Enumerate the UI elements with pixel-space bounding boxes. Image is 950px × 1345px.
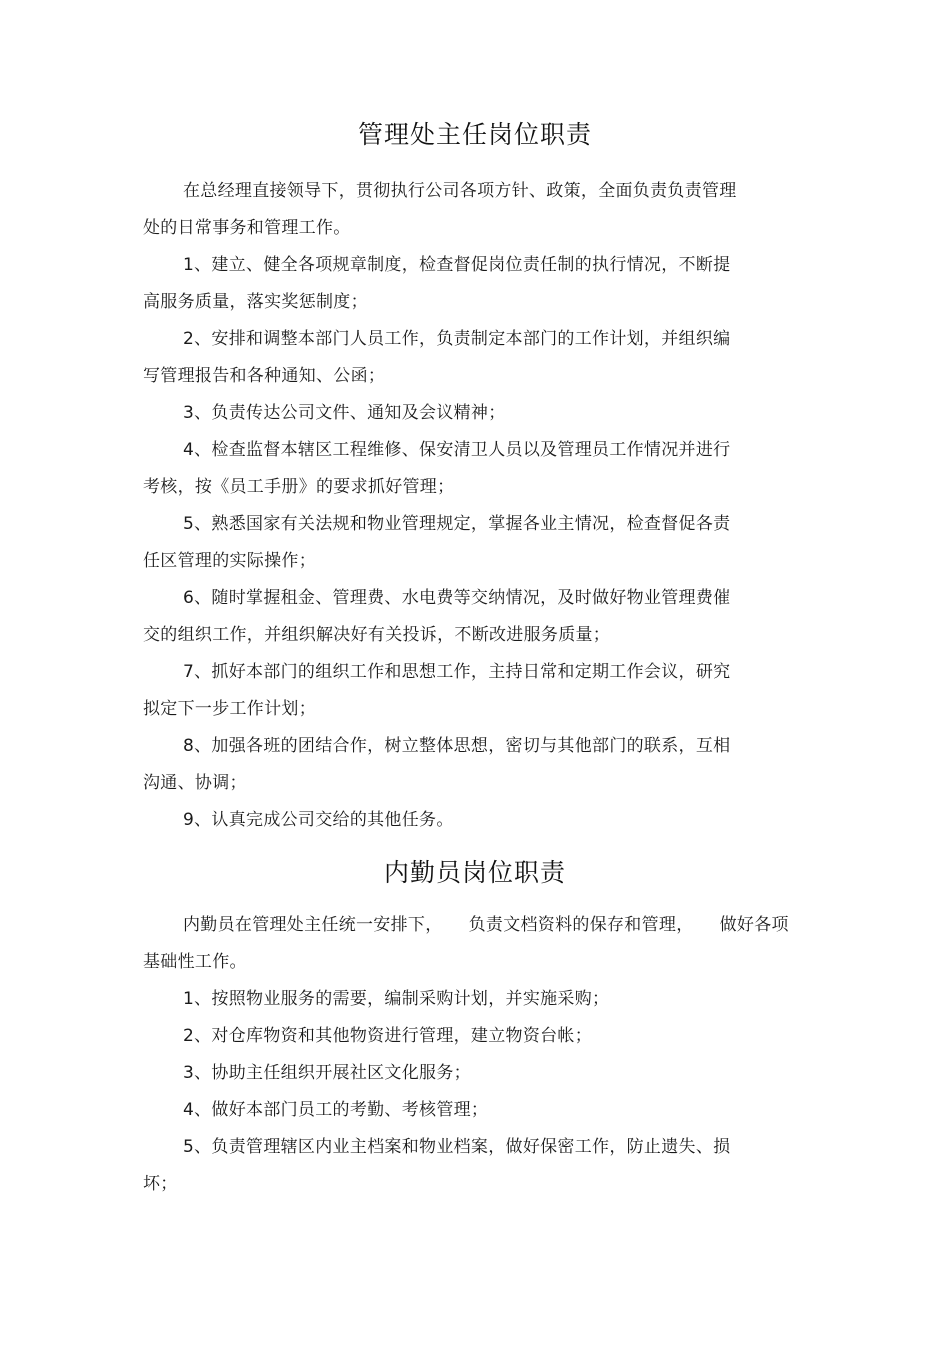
duty-item-5: 5、熟悉国家有关法规和物业管理规定，掌握各业主情况，检查督促各责任区管理的实际操作； — [143, 514, 731, 571]
duty-item-2: 2、安排和调整本部门人员工作，负责制定本部门的工作计划，并组织编写管理报告和各种通知、公函； — [143, 329, 731, 386]
duty-item-6: 6、随时掌握租金、管理费、水电费等交纳情况，及时做好物业管理费催交的组织工作，并组织解决好有关投诉，不断改进服务质量； — [143, 588, 731, 645]
section-title-director: 管理处主任岗位职责 — [357, 120, 592, 149]
duty-item-1: 1、按照物业服务的需要，编制采购计划，并实施采购； — [183, 989, 610, 1009]
duty-item-7: 7、抓好本部门的组织工作和思想工作，主持日常和定期工作会议，研究拟定下一步工作计划； — [143, 662, 731, 719]
duty-item-4: 4、做好本部门员工的考勤、考核管理； — [183, 1100, 489, 1120]
section-title-clerk: 内勤员岗位职责 — [383, 858, 566, 887]
section-director-duties — [143, 173, 803, 839]
duty-item-9: 9、认真完成公司交给的其他任务。 — [183, 810, 454, 830]
paragraph-intro: 内勤员在管理处主任统一安排下， 负责文档资料的保存和管理， 做好各项基础性工作。 — [143, 915, 789, 972]
duty-item-3: 3、负责传达公司文件、通知及会议精神； — [183, 403, 506, 423]
paragraph-intro: 在总经理直接领导下，贯彻执行公司各项方针、政策，全面负责负责管理处的日常事务和管理工作。 — [143, 181, 737, 238]
duty-item-1: 1、建立、健全各项规章制度，检查督促岗位责任制的执行情况，不断提高服务质量，落实奖惩制度； — [143, 255, 731, 312]
duty-item-4: 4、检查监督本辖区工程维修、保安清卫人员以及管理员工作情况并进行考核，按《员工手册》的要求抓好管理； — [143, 440, 731, 497]
duty-item-3: 3、协助主任组织开展社区文化服务； — [183, 1063, 471, 1083]
duty-item-2: 2、对仓库物资和其他物资进行管理，建立物资台帐； — [183, 1026, 593, 1046]
duty-item-5: 5、负责管理辖区内业主档案和物业档案，做好保密工作，防止遗失、损坏； — [143, 1137, 731, 1194]
duty-item-8: 8、加强各班的团结合作，树立整体思想，密切与其他部门的联系，互相沟通、协调； — [143, 736, 731, 793]
section-clerk-duties — [143, 907, 803, 1203]
